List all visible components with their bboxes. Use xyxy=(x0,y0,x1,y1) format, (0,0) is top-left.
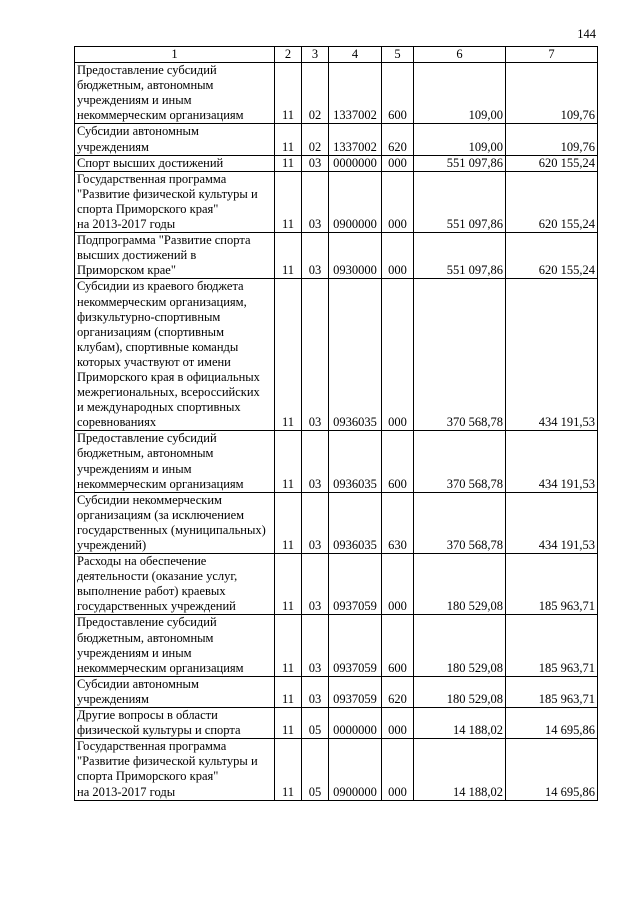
expense-kind-cell: 620 xyxy=(382,676,414,707)
subsection-code-cell: 03 xyxy=(302,279,329,431)
expense-name-line: некоммерческим организациям xyxy=(77,660,244,675)
expense-name-line: физкультурно-спортивным xyxy=(77,309,221,324)
expense-kind-cell: 620 xyxy=(382,124,414,155)
amount-cell: 180 529,08 xyxy=(414,676,506,707)
section-code-cell: 11 xyxy=(275,676,302,707)
column-number: 6 xyxy=(414,47,506,63)
expense-name-line: на 2013-2017 годы xyxy=(77,217,176,232)
expense-name-line: спорта Приморского края" xyxy=(77,201,219,216)
amount-cell: 551 097,86 xyxy=(414,233,506,279)
expense-name-line: некоммерческим организациям xyxy=(77,476,244,491)
expense-name-line: Подпрограмма "Развитие спорта xyxy=(77,233,251,248)
expense-name-line: спорта Приморского края" xyxy=(77,769,219,784)
table-row xyxy=(75,171,598,232)
subsection-code-cell: 03 xyxy=(302,615,329,676)
target-article-cell: 1337002 xyxy=(329,63,382,124)
amount-cell: 109,76 xyxy=(506,124,598,155)
amount-cell: 180 529,08 xyxy=(414,554,506,615)
target-article-cell: 1337002 xyxy=(329,124,382,155)
expense-kind-cell: 000 xyxy=(382,279,414,431)
section-code-cell: 11 xyxy=(275,554,302,615)
column-number: 2 xyxy=(275,47,302,63)
expense-name-cell xyxy=(75,233,275,279)
expense-name-line: бюджетным, автономным xyxy=(77,630,214,645)
amount-cell: 551 097,86 xyxy=(414,171,506,232)
amount-cell: 434 191,53 xyxy=(506,279,598,431)
expense-kind-cell: 000 xyxy=(382,739,414,800)
expense-name-line: некоммерческим организациям xyxy=(77,108,244,123)
section-code-cell: 11 xyxy=(275,233,302,279)
amount-cell: 620 155,24 xyxy=(506,155,598,171)
target-article-cell: 0937059 xyxy=(329,615,382,676)
section-code-cell: 11 xyxy=(275,63,302,124)
section-code-cell: 11 xyxy=(275,431,302,492)
target-article-cell: 0937059 xyxy=(329,554,382,615)
expense-name-line: и международных спортивных xyxy=(77,400,241,415)
expense-name-line: на 2013-2017 годы xyxy=(77,784,176,799)
expense-name-line: Другие вопросы в области xyxy=(77,708,218,723)
table-row xyxy=(75,492,598,553)
expense-name-line: учреждениям xyxy=(77,139,149,154)
expense-kind-cell: 630 xyxy=(382,492,414,553)
target-article-cell: 0936035 xyxy=(329,492,382,553)
expense-name-cell xyxy=(75,63,275,124)
subsection-code-cell: 05 xyxy=(302,739,329,800)
table-row xyxy=(75,615,598,676)
subsection-code-cell: 03 xyxy=(302,171,329,232)
expense-name-line: Приморского края в официальных xyxy=(77,369,260,384)
section-code-cell: 11 xyxy=(275,155,302,171)
amount-cell: 551 097,86 xyxy=(414,155,506,171)
expense-name-line: некоммерческим организациям, xyxy=(77,294,247,309)
amount-cell: 185 963,71 xyxy=(506,554,598,615)
expense-name-line: учреждениям и иным xyxy=(77,645,192,660)
amount-cell: 434 191,53 xyxy=(506,431,598,492)
expense-name-line: физической культуры и спорта xyxy=(77,723,241,738)
expense-name-line: Спорт высших достижений xyxy=(77,155,224,170)
subsection-code-cell: 03 xyxy=(302,492,329,553)
amount-cell: 185 963,71 xyxy=(506,615,598,676)
table-row xyxy=(75,233,598,279)
table-row xyxy=(75,431,598,492)
column-number-row xyxy=(75,47,598,63)
amount-cell: 620 155,24 xyxy=(506,233,598,279)
subsection-code-cell: 03 xyxy=(302,554,329,615)
expense-name-line: учреждениям и иным xyxy=(77,461,192,476)
expense-name-line: учреждениям и иным xyxy=(77,93,192,108)
expense-name-line: организациям (спортивным xyxy=(77,324,224,339)
amount-cell: 180 529,08 xyxy=(414,615,506,676)
subsection-code-cell: 03 xyxy=(302,676,329,707)
expense-name-cell xyxy=(75,554,275,615)
column-number: 4 xyxy=(329,47,382,63)
amount-cell: 14 695,86 xyxy=(506,739,598,800)
expense-name-cell xyxy=(75,708,275,739)
amount-cell: 370 568,78 xyxy=(414,431,506,492)
table-row xyxy=(75,554,598,615)
section-code-cell: 11 xyxy=(275,279,302,431)
subsection-code-cell: 03 xyxy=(302,155,329,171)
amount-cell: 109,76 xyxy=(506,63,598,124)
subsection-code-cell: 03 xyxy=(302,431,329,492)
expense-name-line: которых участвуют от имени xyxy=(77,354,231,369)
amount-cell: 14 188,02 xyxy=(414,708,506,739)
section-code-cell: 11 xyxy=(275,615,302,676)
expense-kind-cell: 000 xyxy=(382,171,414,232)
expense-name-line: бюджетным, автономным xyxy=(77,446,214,461)
amount-cell: 109,00 xyxy=(414,124,506,155)
expense-kind-cell: 000 xyxy=(382,233,414,279)
table-row xyxy=(75,279,598,431)
expense-name-line: Государственная программа xyxy=(77,171,227,186)
subsection-code-cell: 02 xyxy=(302,63,329,124)
section-code-cell: 11 xyxy=(275,739,302,800)
amount-cell: 109,00 xyxy=(414,63,506,124)
expense-name-line: Приморском крае" xyxy=(77,263,176,278)
expense-name-line: Предоставление субсидий xyxy=(77,63,217,78)
expense-name-line: деятельности (оказание услуг, xyxy=(77,569,238,584)
target-article-cell: 0900000 xyxy=(329,171,382,232)
subsection-code-cell: 05 xyxy=(302,708,329,739)
amount-cell: 14 188,02 xyxy=(414,739,506,800)
section-code-cell: 11 xyxy=(275,124,302,155)
expense-name-line: межрегиональных, всероссийских xyxy=(77,385,260,400)
expense-name-line: государственных (муниципальных) xyxy=(77,522,266,537)
expense-name-cell xyxy=(75,739,275,800)
expense-name-cell xyxy=(75,279,275,431)
expense-kind-cell: 000 xyxy=(382,708,414,739)
expense-name-line: учреждений) xyxy=(77,538,147,552)
expense-name-line: соревнованиях xyxy=(77,415,157,430)
expense-name-cell xyxy=(75,431,275,492)
expense-name-line: Субсидии некоммерческим xyxy=(77,492,222,507)
expense-name-line: выполнение работ) краевых xyxy=(77,584,226,599)
section-code-cell: 11 xyxy=(275,492,302,553)
target-article-cell: 0936035 xyxy=(329,431,382,492)
target-article-cell: 0936035 xyxy=(329,279,382,431)
amount-cell: 434 191,53 xyxy=(506,492,598,553)
column-number: 3 xyxy=(302,47,329,63)
subsection-code-cell: 03 xyxy=(302,233,329,279)
column-number: 5 xyxy=(382,47,414,63)
expense-name-cell xyxy=(75,615,275,676)
section-code-cell: 11 xyxy=(275,171,302,232)
expense-name-line: бюджетным, автономным xyxy=(77,78,214,93)
expense-name-line: клубам), спортивные команды xyxy=(77,339,239,354)
expense-name-line: Субсидии автономным xyxy=(77,676,199,691)
target-article-cell: 0000000 xyxy=(329,708,382,739)
expense-name-line: Государственная программа xyxy=(77,739,227,754)
target-article-cell: 0000000 xyxy=(329,155,382,171)
expense-name-cell xyxy=(75,155,275,171)
expense-name-cell xyxy=(75,171,275,232)
table-row xyxy=(75,708,598,739)
expense-name-line: государственных учреждений xyxy=(77,599,236,614)
expense-name-cell xyxy=(75,124,275,155)
expense-name-line: Субсидии автономным xyxy=(77,124,199,139)
expense-name-cell xyxy=(75,676,275,707)
target-article-cell: 0900000 xyxy=(329,739,382,800)
column-number: 7 xyxy=(506,47,598,63)
expense-name-line: Предоставление субсидий xyxy=(77,615,217,630)
amount-cell: 185 963,71 xyxy=(506,676,598,707)
amount-cell: 14 695,86 xyxy=(506,708,598,739)
column-number: 1 xyxy=(75,47,275,63)
expense-kind-cell: 600 xyxy=(382,63,414,124)
target-article-cell: 0930000 xyxy=(329,233,382,279)
expense-kind-cell: 000 xyxy=(382,155,414,171)
table-row xyxy=(75,676,598,707)
expense-name-line: организациям (за исключением xyxy=(77,507,245,522)
amount-cell: 370 568,78 xyxy=(414,279,506,431)
table-row xyxy=(75,124,598,155)
expense-kind-cell: 600 xyxy=(382,431,414,492)
expense-name-line: Субсидии из краевого бюджета xyxy=(77,279,244,294)
page-number: 144 xyxy=(577,27,596,41)
target-article-cell: 0937059 xyxy=(329,676,382,707)
table-row xyxy=(75,155,598,171)
table-row xyxy=(75,63,598,124)
section-code-cell: 11 xyxy=(275,708,302,739)
expense-name-line: "Развитие физической культуры и xyxy=(77,754,258,769)
expense-name-line: "Развитие физической культуры и xyxy=(77,186,258,201)
amount-cell: 370 568,78 xyxy=(414,492,506,553)
budget-table xyxy=(74,46,598,801)
amount-cell: 620 155,24 xyxy=(506,171,598,232)
expense-kind-cell: 600 xyxy=(382,615,414,676)
expense-name-line: Предоставление субсидий xyxy=(77,431,217,446)
subsection-code-cell: 02 xyxy=(302,124,329,155)
table-row xyxy=(75,739,598,800)
expense-name-line: учреждениям xyxy=(77,691,149,706)
expense-name-cell xyxy=(75,492,275,553)
expense-name-line: высших достижений в xyxy=(77,248,197,263)
expense-name-line: Расходы на обеспечение xyxy=(77,554,207,569)
expense-kind-cell: 000 xyxy=(382,554,414,615)
